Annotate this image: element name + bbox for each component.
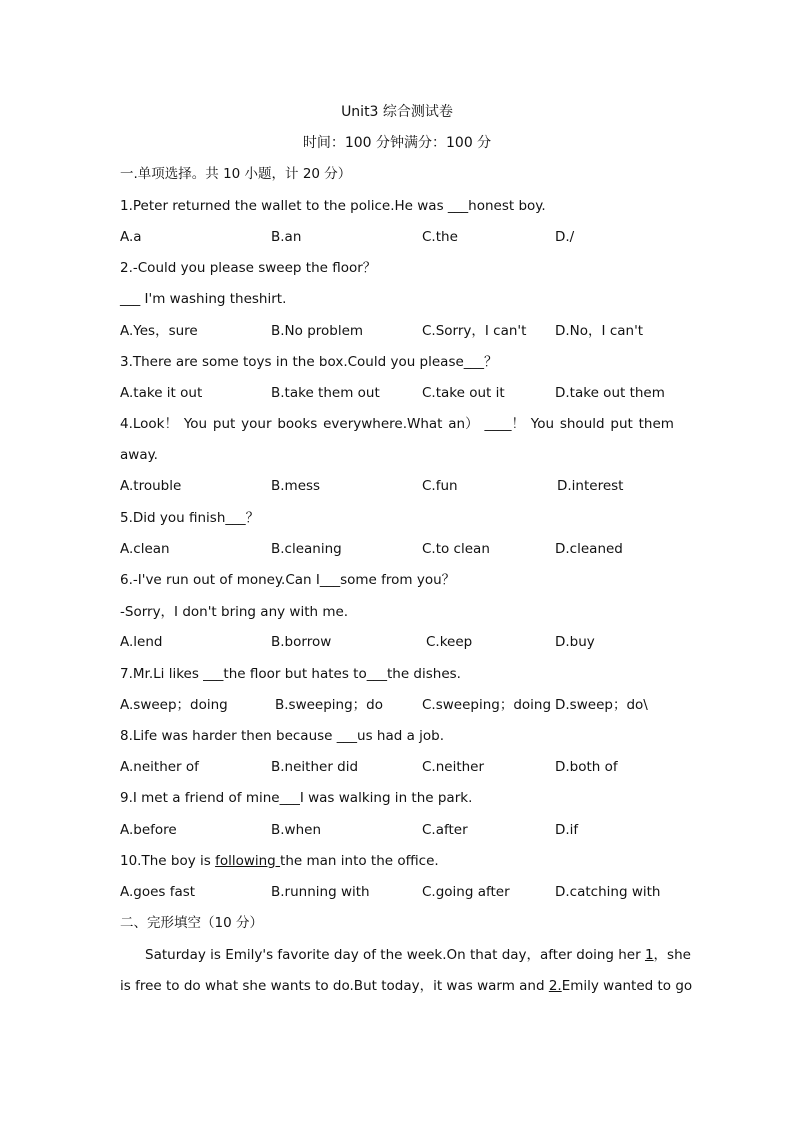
q4-word: put (212, 416, 236, 432)
question-6: 6.-I've run out of money.Can I___some from you？ (120, 572, 456, 588)
q4-word: should (559, 416, 605, 432)
q4-word: books (277, 416, 318, 432)
question-9: 9.I met a friend of mine___I was walking in the park. (120, 790, 473, 806)
q6-option-b: B.borrow (271, 634, 332, 650)
section1-heading: 一.单项选择。共 10 小题，计 20 分） (120, 166, 352, 182)
q10-option-d: D.catching with (555, 884, 661, 900)
q4-word: put (610, 416, 633, 432)
q2-option-a: A.Yes，sure (120, 323, 198, 339)
q8-option-a: A.neither of (120, 759, 199, 775)
q7-option-b: B.sweeping；do (275, 697, 384, 713)
q4-word: your (241, 416, 272, 432)
q2-option-c: C.Sorry，I can't (422, 323, 527, 339)
q7-option-a: A.sweep；doing (120, 697, 228, 713)
q8-option-d: D.both of (555, 759, 618, 775)
question-7: 7.Mr.Li likes ___the floor but hates to___the dishes. (120, 666, 461, 682)
section2-heading: 二、完形填空（10 分） (120, 915, 263, 931)
q4-word: You (530, 416, 555, 432)
page-title: Unit3 综合测试卷 (341, 104, 453, 120)
q6-option-d: D.buy (555, 634, 595, 650)
cloze-paragraph-line2 (120, 976, 693, 996)
q1-option-b: B.an (271, 229, 302, 245)
q7-option-c: C.sweeping；doing (422, 697, 552, 713)
question-10 (120, 851, 439, 871)
q9-option-b: B.when (271, 822, 322, 838)
q3-option-a: A.take it out (120, 385, 203, 401)
q10-prefix: 10.The boy is (120, 853, 216, 869)
q2-option-b: B.No problem (271, 323, 364, 339)
q4-word: an） (448, 416, 479, 432)
q4-word: them (638, 416, 674, 432)
q4-word: ____！ (484, 416, 525, 432)
q10-suffix: the man into the office. (280, 853, 439, 869)
question-4-line2: away. (120, 447, 158, 463)
q9-option-c: C.after (422, 822, 468, 838)
q9-option-d: D.if (555, 822, 579, 838)
q3-option-c: C.take out it (422, 385, 505, 401)
q4-option-c: C.fun (422, 478, 458, 494)
cloze-text: Emily wanted to go (561, 978, 693, 994)
question-8: 8.Life was harder then because ___us had a job. (120, 728, 445, 744)
q10-option-a: A.goes fast (120, 884, 196, 900)
q5-option-c: C.to clean (422, 541, 490, 557)
q4-option-d: D.interest (557, 478, 624, 494)
q5-option-b: B.cleaning (271, 541, 342, 557)
q10-option-b: B.running with (271, 884, 370, 900)
question-1: 1.Peter returned the wallet to the police.He was ___honest boy. (120, 198, 546, 214)
q1-option-d: D./ (555, 229, 575, 245)
q1-option-a: A.a (120, 229, 142, 245)
q3-option-d: D.take out them (555, 385, 665, 401)
q5-option-d: D.cleaned (555, 541, 623, 557)
cloze-blank-2: 2. (548, 978, 562, 994)
q6-option-c: C.keep (426, 634, 473, 650)
q4-word: 4.Look！ (120, 416, 179, 432)
q4-option-b: B.mess (271, 478, 321, 494)
q4-word: You (183, 416, 208, 432)
cloze-blank-1: 1 (644, 947, 654, 963)
cloze-text: is free to do what she wants to do.But today，it was warm and (120, 978, 549, 994)
q9-option-a: A.before (120, 822, 177, 838)
q2-option-d: D.No，I can't (555, 323, 644, 339)
q3-option-b: B.take them out (271, 385, 380, 401)
question-3: 3.There are some toys in the box.Could you please___？ (120, 354, 498, 370)
q10-underlined: following (215, 853, 281, 869)
q7-option-d: D.sweep；do\ (555, 697, 648, 713)
question-2: 2.-Could you please sweep the floor？ (120, 260, 377, 276)
q10-option-c: C.going after (422, 884, 510, 900)
q8-option-b: B.neither did (271, 759, 359, 775)
question-2-line2: ___ I'm washing theshirt. (120, 291, 287, 307)
q4-option-a: A.trouble (120, 478, 182, 494)
q8-option-c: C.neither (422, 759, 485, 775)
q5-option-a: A.clean (120, 541, 170, 557)
question-5: 5.Did you finish___？ (120, 510, 260, 526)
cloze-text: Saturday is Emily's favorite day of the week.On that day，after doing her (145, 947, 645, 963)
question-6-line2: -Sorry，I don't bring any with me. (120, 604, 349, 620)
page-subtitle: 时间：100 分钟满分：100 分 (302, 135, 492, 151)
cloze-text: ，she (653, 947, 691, 963)
q6-option-a: A.lend (120, 634, 163, 650)
q4-word: everywhere.What (323, 416, 443, 432)
question-4 (120, 414, 674, 434)
q1-option-c: C.the (422, 229, 458, 245)
cloze-paragraph-line1 (120, 945, 691, 965)
